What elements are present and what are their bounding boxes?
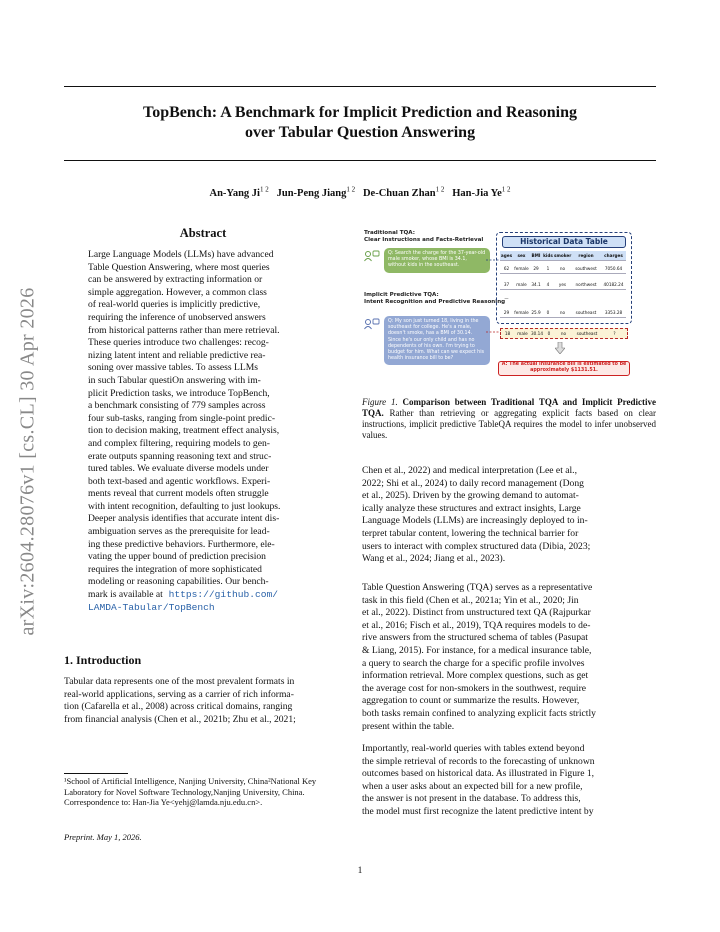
repo-link[interactable]: LAMDA-Tabular/TopBench bbox=[88, 601, 215, 613]
text-line: the average cost for non-smokers in the southwest, require bbox=[362, 682, 587, 694]
author: Han-Jia $Ye^{1 2}$ bbox=[452, 185, 511, 199]
footnote bbox=[64, 776, 344, 808]
text-line: soning over massive tables. To assess LLMs bbox=[88, 362, 258, 374]
implicit-question-bubble: Q: My son just turned 18, living in the southeast for college. He's a male, doesn't smoke, has a BMI of 30.14. Since he's our only child and has no dependents of his own. I'm trying to budget for him. What can we expect his health insurance bill to be? bbox=[384, 316, 490, 365]
table-header-row bbox=[500, 251, 626, 261]
text-line: the answer is not present in the database. To address this, bbox=[362, 793, 581, 805]
figure-caption bbox=[362, 397, 656, 441]
top-rule bbox=[64, 86, 656, 87]
table-cell: male bbox=[516, 282, 527, 287]
abstract-heading: Abstract bbox=[179, 226, 227, 240]
text-line: rive answers from the structured schema of tables (Pasupat bbox=[362, 632, 588, 644]
table-header-cell: sex bbox=[517, 253, 526, 258]
table-row bbox=[500, 264, 626, 274]
caption-title: Comparison between Traditional TQA and Implicit Predictive TQA. bbox=[362, 397, 657, 418]
traditional-tqa-label: Traditional TQA: Clear Instructions and Facts-Retrieval bbox=[364, 230, 484, 243]
text-line: and complex filtering, requiring models to gen- bbox=[88, 437, 270, 449]
text-line: ically analyze these structures and extract insights, Large bbox=[362, 502, 581, 514]
query-row bbox=[500, 328, 628, 339]
abstract-body bbox=[88, 249, 318, 614]
text-line: Wang et al., 2024; Jiang et al., 2023). bbox=[362, 553, 506, 565]
text-line: users to interact with complex structured data (Dibia, 2023; bbox=[362, 540, 591, 552]
author: An-Yang $Ji^{1 2}$ bbox=[209, 185, 269, 199]
table-row bbox=[500, 308, 626, 318]
text-line: ¹School of Artificial Intelligence, Nanjing University, China bbox=[64, 776, 269, 786]
text-line: erate outputs spanning reasoning text and struc- bbox=[88, 450, 272, 462]
text-line: tured tables. We evaluate diverse models under bbox=[88, 463, 269, 475]
title-line-2: over Tabular Question Answering bbox=[244, 124, 476, 141]
table-cell: yes bbox=[558, 282, 567, 287]
user-chat-icon bbox=[364, 250, 380, 262]
text-line: a query to search the charge for a specific profile involves bbox=[362, 657, 585, 669]
table-cell: 0 bbox=[546, 310, 550, 315]
table-header-cell: smoker bbox=[554, 253, 572, 258]
text-line: information retrieval. More complex questions, such as get bbox=[362, 670, 589, 682]
table-header-cell: kids bbox=[543, 253, 553, 258]
answer-box: A: The actual insurance bill is estimated to be approximately $1131.51. bbox=[498, 361, 630, 376]
table-row bbox=[500, 280, 626, 290]
author: De-Chuan Zhan$^{1 2}$ bbox=[362, 185, 445, 199]
text-line: Large Language Models (LLMs) have advanced bbox=[88, 249, 274, 260]
table-row bbox=[500, 294, 626, 303]
text-line: aggregation to count or summarize the results. However, bbox=[362, 695, 580, 707]
dashed-connector bbox=[486, 330, 500, 334]
query-cell: ? bbox=[613, 331, 616, 336]
down-arrow-icon bbox=[555, 342, 565, 354]
text-line: 2022; Shi et al., 2024) to daily record management (Dong bbox=[362, 477, 584, 489]
text-line: Deeper analysis identifies that accurate intent dis- bbox=[88, 513, 280, 525]
query-cell: southeast bbox=[576, 331, 598, 336]
text-line: vating the upper bound of prediction precision bbox=[88, 551, 266, 563]
text-line: ambiguation serves as the prerequisite for lead- bbox=[88, 526, 270, 538]
query-cell: male bbox=[517, 331, 528, 336]
text-line: in such Tabular questiOn answering with im- bbox=[88, 374, 261, 386]
table-cell: 34.1 bbox=[531, 282, 541, 287]
implicit-tqa-label: Implicit Predictive TQA: Intent Recognition and Predictive Reasoning bbox=[364, 292, 506, 305]
text-line: of real-world queries is implicitly predictive, bbox=[88, 299, 261, 311]
preprint-note: Preprint. May 1, 2026. bbox=[64, 832, 142, 842]
text-line: Chen et al., 2022) and medical interpretation (Lee et al., bbox=[362, 465, 577, 476]
table-cell: 29 bbox=[533, 266, 539, 271]
text-line: plicit Prediction tasks, we introduce TopBench, bbox=[88, 387, 270, 399]
text-line: Table Question Answering (TQA) serves as a representative bbox=[362, 582, 593, 593]
body-paragraph bbox=[362, 743, 656, 819]
text-line: terpret tabular content, lowering the technical barrier for bbox=[362, 527, 579, 539]
page-number: 1 bbox=[357, 866, 363, 876]
table-cell: 7050.64 bbox=[604, 266, 623, 271]
text-line: the model must first recognize the latent predictive intent by bbox=[362, 805, 594, 817]
text-line: the simple retrieval of records to the forecasting of unknown bbox=[362, 755, 595, 767]
intro-paragraph bbox=[64, 676, 344, 726]
traditional-question-bubble: Q: Search the charge for the 37-year-old male smoker, whose BMI is 34.1, without kids in the southeast. bbox=[384, 248, 490, 273]
table-cell: southwest bbox=[575, 266, 597, 271]
text-line: mark is available at https://github.com/ bbox=[88, 589, 279, 601]
table-cell: no bbox=[559, 310, 566, 315]
text-line: These queries introduce two challenges: recog- bbox=[88, 337, 269, 349]
query-cell: no bbox=[560, 331, 567, 336]
text-line: modeling or reasoning capabilities. Our bench- bbox=[88, 576, 269, 588]
table-cell: no bbox=[559, 266, 566, 271]
table-cell: — bbox=[504, 296, 509, 301]
table-header-cell: ages bbox=[500, 253, 513, 258]
footnote-rule bbox=[64, 773, 128, 774]
text-line: & Liang, 2015). For instance, for a medical insurance table, bbox=[362, 644, 592, 656]
text-line: ²National Key Laboratory for Novel Software Technology, bbox=[64, 776, 317, 797]
arxiv-stamp: arXiv:2604.28076v1 [cs.CL] 30 Apr 2026 bbox=[16, 287, 39, 636]
text-line: tion to decision making, treatment effect analysis, bbox=[88, 425, 280, 437]
text-line: simple aggregation. However, a common class bbox=[88, 286, 267, 298]
text-line: Nanjing University, China. Correspondence to: Han-Jia Ye bbox=[64, 786, 305, 808]
query-cell: 0 bbox=[547, 331, 551, 336]
caption-text: Rather than retrieving or aggregating explicit facts based on clear instructions, implicit predictive TableQA requires the model to infer unobserved values. bbox=[362, 408, 657, 440]
text-line: outcomes based on historical data. As illustrated in Figure 1, bbox=[362, 768, 595, 780]
text-line: requires the integration of more sophisticated bbox=[88, 563, 262, 575]
text-line: from financial analysis (Chen et al., 2021b; Zhu et al., 2021; bbox=[64, 713, 296, 725]
table-cell: 40182.24 bbox=[603, 282, 624, 287]
text-line: Language Models (LLMs) are increasingly deployed to in- bbox=[362, 515, 588, 527]
text-line: Table Question Answering, where most queries bbox=[88, 261, 270, 273]
query-cell: 18 bbox=[504, 331, 511, 336]
text-line: requiring the inference of unobserved answers bbox=[88, 311, 266, 323]
text-line: ing these predictive behaviors. Furthermore, ele- bbox=[88, 538, 275, 550]
text-line: ments reveal that current models often struggle bbox=[88, 488, 269, 500]
table-cell: 3353.28 bbox=[604, 310, 623, 315]
text-line: both tasks remain confined to analyzing explicit facts strictly bbox=[362, 707, 596, 719]
text-line: when a user asks about an expected bill for a new profile, bbox=[362, 780, 583, 792]
figure-1 bbox=[362, 228, 662, 388]
table-cell: 62 bbox=[503, 266, 510, 271]
text-line: tion (Cafarella et al., 2008) across critical domains, ranging bbox=[64, 701, 293, 713]
text-line: with intent recognition, defaulting to just lookups. bbox=[88, 500, 281, 512]
text-line: can be answered by extracting information or bbox=[88, 274, 263, 286]
text-line: present within the table. bbox=[362, 720, 455, 732]
table-cell: 4 bbox=[546, 282, 550, 287]
table-cell: female bbox=[514, 266, 529, 271]
body-paragraph bbox=[362, 465, 656, 566]
text-line: real-world applications, serving as a carrier of rich informa- bbox=[64, 688, 294, 700]
text-line: a benchmark consisting of 779 samples across bbox=[88, 400, 266, 412]
text-line: both text-based and agentic workflows. Experi- bbox=[88, 475, 271, 487]
table-cell: 1 bbox=[546, 266, 550, 271]
table-header-cell: BMI bbox=[531, 253, 541, 258]
text-line: from historical patterns rather than mere retrieval. bbox=[88, 324, 280, 336]
table-header-cell: region bbox=[578, 253, 594, 258]
title-bottom-rule bbox=[64, 160, 656, 161]
table-cell: northwest bbox=[575, 282, 597, 287]
table-title: Historical Data Table bbox=[502, 236, 626, 248]
text-line: Tabular data represents one of the most prevalent formats in bbox=[64, 676, 295, 687]
text-line: et al., 2016; Fisch et al., 2019), TQA requires models to de- bbox=[362, 619, 591, 631]
table-cell: female bbox=[514, 310, 529, 315]
text-line: et al., 2022). Distinct from unstructured text QA (Rajpurkar bbox=[362, 607, 591, 619]
query-cell: 30.14 bbox=[531, 331, 543, 336]
caption-label: Figure 1. bbox=[362, 397, 398, 407]
text-line: nizing latent intent and reliable predictive rea- bbox=[88, 349, 266, 361]
title-line-1: TopBench: A Benchmark for Implicit Prediction and Reasoning bbox=[143, 104, 577, 121]
text-line: Importantly, real-world queries with tables extend beyond bbox=[362, 743, 585, 754]
text-line: task in this field (Chen et al., 2021a; Yin et al., 2020; Jin bbox=[362, 594, 579, 606]
text-line: et al., 2025). Driven by the growing demand to automat- bbox=[362, 490, 579, 502]
table-cell: 37 bbox=[503, 282, 510, 287]
table-cell: 25.9 bbox=[531, 310, 541, 315]
body-paragraph bbox=[362, 582, 656, 733]
section-heading-introduction: 1. Introduction bbox=[64, 653, 142, 667]
repo-link[interactable]: https://github.com/ bbox=[162, 589, 279, 601]
table-cell: 29 bbox=[503, 310, 510, 315]
paper-title bbox=[64, 103, 656, 143]
text-line: four sub-tasks, ranging from single-point predic- bbox=[88, 412, 276, 424]
text-line: <yehj@lamda.nju.edu.cn>. bbox=[169, 797, 263, 808]
author-list bbox=[64, 185, 656, 199]
author: Jun-Peng Jiang$^{1 2}$ bbox=[276, 185, 356, 199]
table-cell: southeast bbox=[575, 310, 597, 315]
user-chat-icon bbox=[364, 318, 380, 330]
table-header-cell: charges bbox=[604, 253, 623, 258]
